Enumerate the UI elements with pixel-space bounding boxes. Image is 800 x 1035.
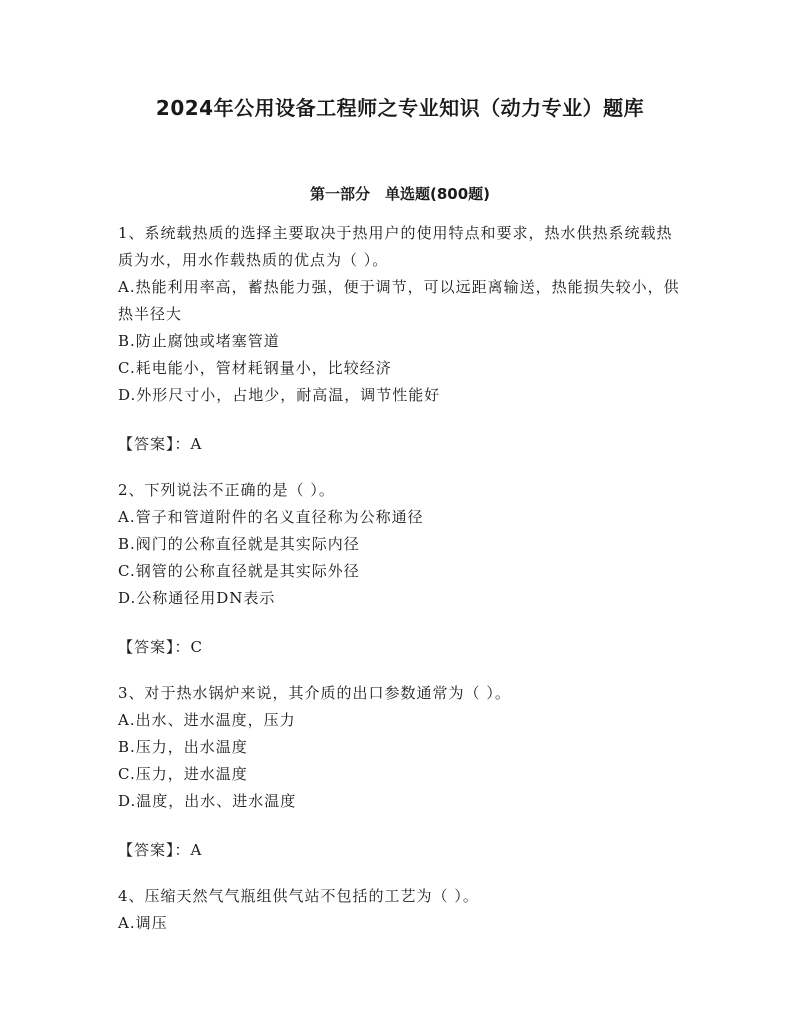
option-a: A.管子和管道附件的名义直径称为公称通径: [118, 508, 424, 526]
option-c: C.耗电能小，管材耗钢量小，比较经济: [118, 359, 392, 377]
answer-1: [118, 431, 683, 458]
document-title: 2024年公用设备工程师之专业知识（动力专业）题库: [155, 96, 645, 120]
question-3: [118, 680, 683, 815]
answer-text: 【答案】：C: [118, 638, 203, 656]
answer-2: [118, 634, 683, 661]
option-c: C.钢管的公称直径就是其实际外径: [118, 562, 360, 580]
option-d: D.外形尺寸小，占地少，耐高温，调节性能好: [118, 386, 441, 404]
option-b: B.防止腐蚀或堵塞管道: [118, 332, 280, 350]
answer-text: 【答案】：A: [118, 435, 203, 453]
question-stem: 2、下列说法不正确的是（ ）。: [118, 481, 335, 499]
question-stem: 4、压缩天然气气瓶组供气站不包括的工艺为（ ）。: [118, 887, 479, 905]
answer-3: [118, 837, 683, 864]
section-heading: 第一部分 单选题(800题): [309, 185, 491, 203]
option-a: A.热能利用率高，蓄热能力强，便于调节，可以远距离输送，热能损失较小，供热半径大: [118, 278, 680, 323]
question-stem: 1、系统载热质的选择主要取决于热用户的使用特点和要求，热水供热系统载热质为水，用水作载热质的优点为（ ）。: [118, 224, 673, 269]
option-b: B.压力，出水温度: [118, 738, 248, 756]
question-1: [118, 220, 683, 409]
question-list: [118, 220, 683, 959]
question-2: [118, 477, 683, 612]
option-a: A.出水、进水温度，压力: [118, 711, 296, 729]
option-d: D.公称通径用DN表示: [118, 589, 276, 607]
option-b: B.阀门的公称直径就是其实际内径: [118, 535, 360, 553]
answer-text: 【答案】：A: [118, 841, 203, 859]
question-4: [118, 883, 683, 937]
option-a: A.调压: [118, 914, 168, 932]
option-c: C.压力，进水温度: [118, 765, 248, 783]
option-d: D.温度，出水、进水温度: [118, 792, 297, 810]
question-stem: 3、对于热水锅炉来说，其介质的出口参数通常为（ ）。: [118, 684, 511, 702]
